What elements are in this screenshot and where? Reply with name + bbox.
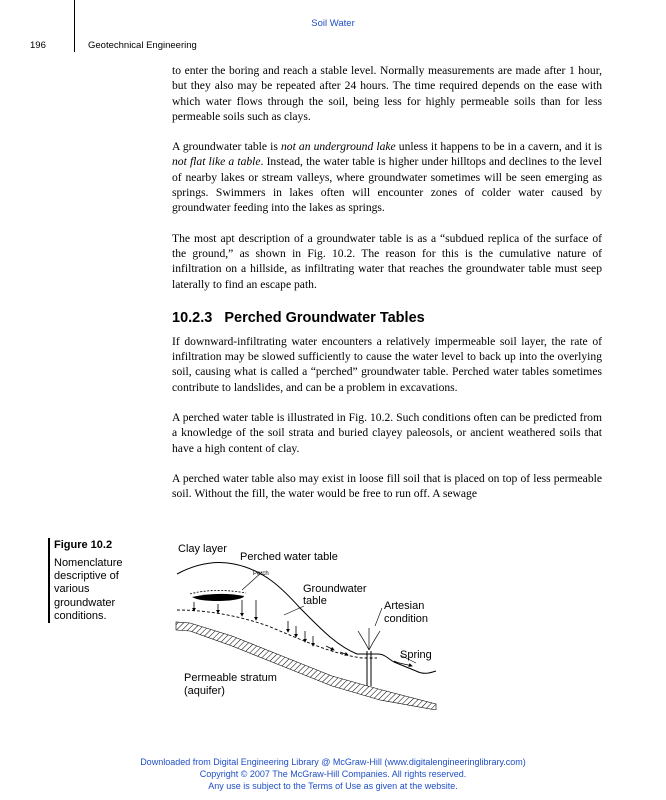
emphasis-text: not an underground lake	[280, 140, 396, 154]
figure-label-spring: Spring	[400, 649, 432, 661]
header-rule	[74, 0, 75, 52]
figure-description: Nomenclature descriptive of various groundwater conditions.	[54, 557, 123, 622]
section-title: Perched Groundwater Tables	[224, 309, 425, 326]
groundwater-label-leader	[284, 606, 304, 615]
figure-label: Figure 10.2	[54, 539, 113, 551]
paragraph-text: . Instead, the water table is higher under hilltops and declines to the level of nearby lakes or stream valleys, where groundwater sometimes will be seen emerging as springs. Swimmers in lakes often will encounter zones of colder water caused by groundwater feeding into the lakes as springs.	[172, 155, 602, 215]
figure-label-perch: Perch	[253, 571, 269, 577]
clay-layer	[192, 594, 244, 601]
figure-label-perched-water-table: Perched water table	[240, 551, 338, 563]
body-text	[172, 63, 602, 502]
section-number: 10.2.3	[172, 309, 213, 326]
figure-label-permeable-2: (aquifer)	[184, 685, 225, 697]
footer-copyright: Copyright © 2007 The McGraw-Hill Companies. All rights reserved.	[199, 769, 467, 779]
paragraph-perched-illustrated: A perched water table is illustrated in Fig. 10.2. Such conditions often can be predicted from a knowledge of the soil strata and buried clayey paleosols, or ancient weathered soils that have a high content of clay.	[172, 411, 602, 455]
footer-terms-link[interactable]: Any use is subject to the Terms of Use as given at the website.	[208, 781, 458, 791]
paragraph-boring: to enter the boring and reach a stable level. Normally measurements are made after 1 hour, but they also may be repeated after 24 hours. The time required depends on the ease with which water flows through the soil, being less for highly permeable soils than for less permeable soils such as clays.	[172, 64, 602, 123]
figure-label-groundwater-1: Groundwater	[303, 583, 367, 595]
figure-caption	[48, 538, 138, 623]
emphasis-text: not flat like a table	[172, 155, 261, 169]
figure-label-groundwater-2: table	[303, 595, 327, 607]
figure-label-clay-layer: Clay layer	[178, 543, 227, 555]
footer-download-link[interactable]: Downloaded from Digital Engineering Library @ McGraw-Hill (www.digitalengineeringlibrary.com)	[140, 757, 526, 767]
figure-label-permeable-1: Permeable stratum	[184, 672, 277, 684]
running-head: Geotechnical Engineering	[88, 40, 197, 51]
paragraph-perched-fill: A perched water table also may exist in loose fill soil that is placed on top of less permeable soil. Without the fill, the water would be free to run off. A sewage	[172, 471, 602, 501]
perched-water-line	[190, 590, 246, 594]
footer	[0, 756, 666, 792]
artesian-well	[358, 608, 382, 686]
groundwater-figure	[172, 538, 440, 710]
paragraph-subdued-replica: The most apt description of a groundwater table is as a “subdued replica of the surface of the ground,” as shown in Fig. 10.2. The reason for this is the cumulative nature of infiltration on a hillside, as infiltrating water that reaches the groundwater table must seep laterally to find an escape path.	[172, 231, 602, 291]
paragraph-text: unless it happens to be in a cavern, and it is	[395, 140, 602, 154]
figure-label-artesian-1: Artesian	[384, 600, 425, 612]
paragraph-perched-intro: If downward-infiltrating water encounters a relatively impermeable soil layer, the rate of infiltration may be slowed sufficiently to cause the water level to back up into the overlying soil, causing what is called a “perched” groundwater table. Perched water tables sometimes contribute to landslides, and can be a problem in excavations.	[172, 334, 602, 394]
page-number: 196	[30, 40, 46, 51]
figure-label-artesian-2: condition	[384, 613, 429, 625]
chapter-title[interactable]: Soil Water	[311, 18, 355, 29]
paragraph-text: A groundwater table is	[172, 140, 281, 154]
section-heading	[172, 310, 602, 326]
paragraph-groundwater-table	[172, 139, 602, 215]
